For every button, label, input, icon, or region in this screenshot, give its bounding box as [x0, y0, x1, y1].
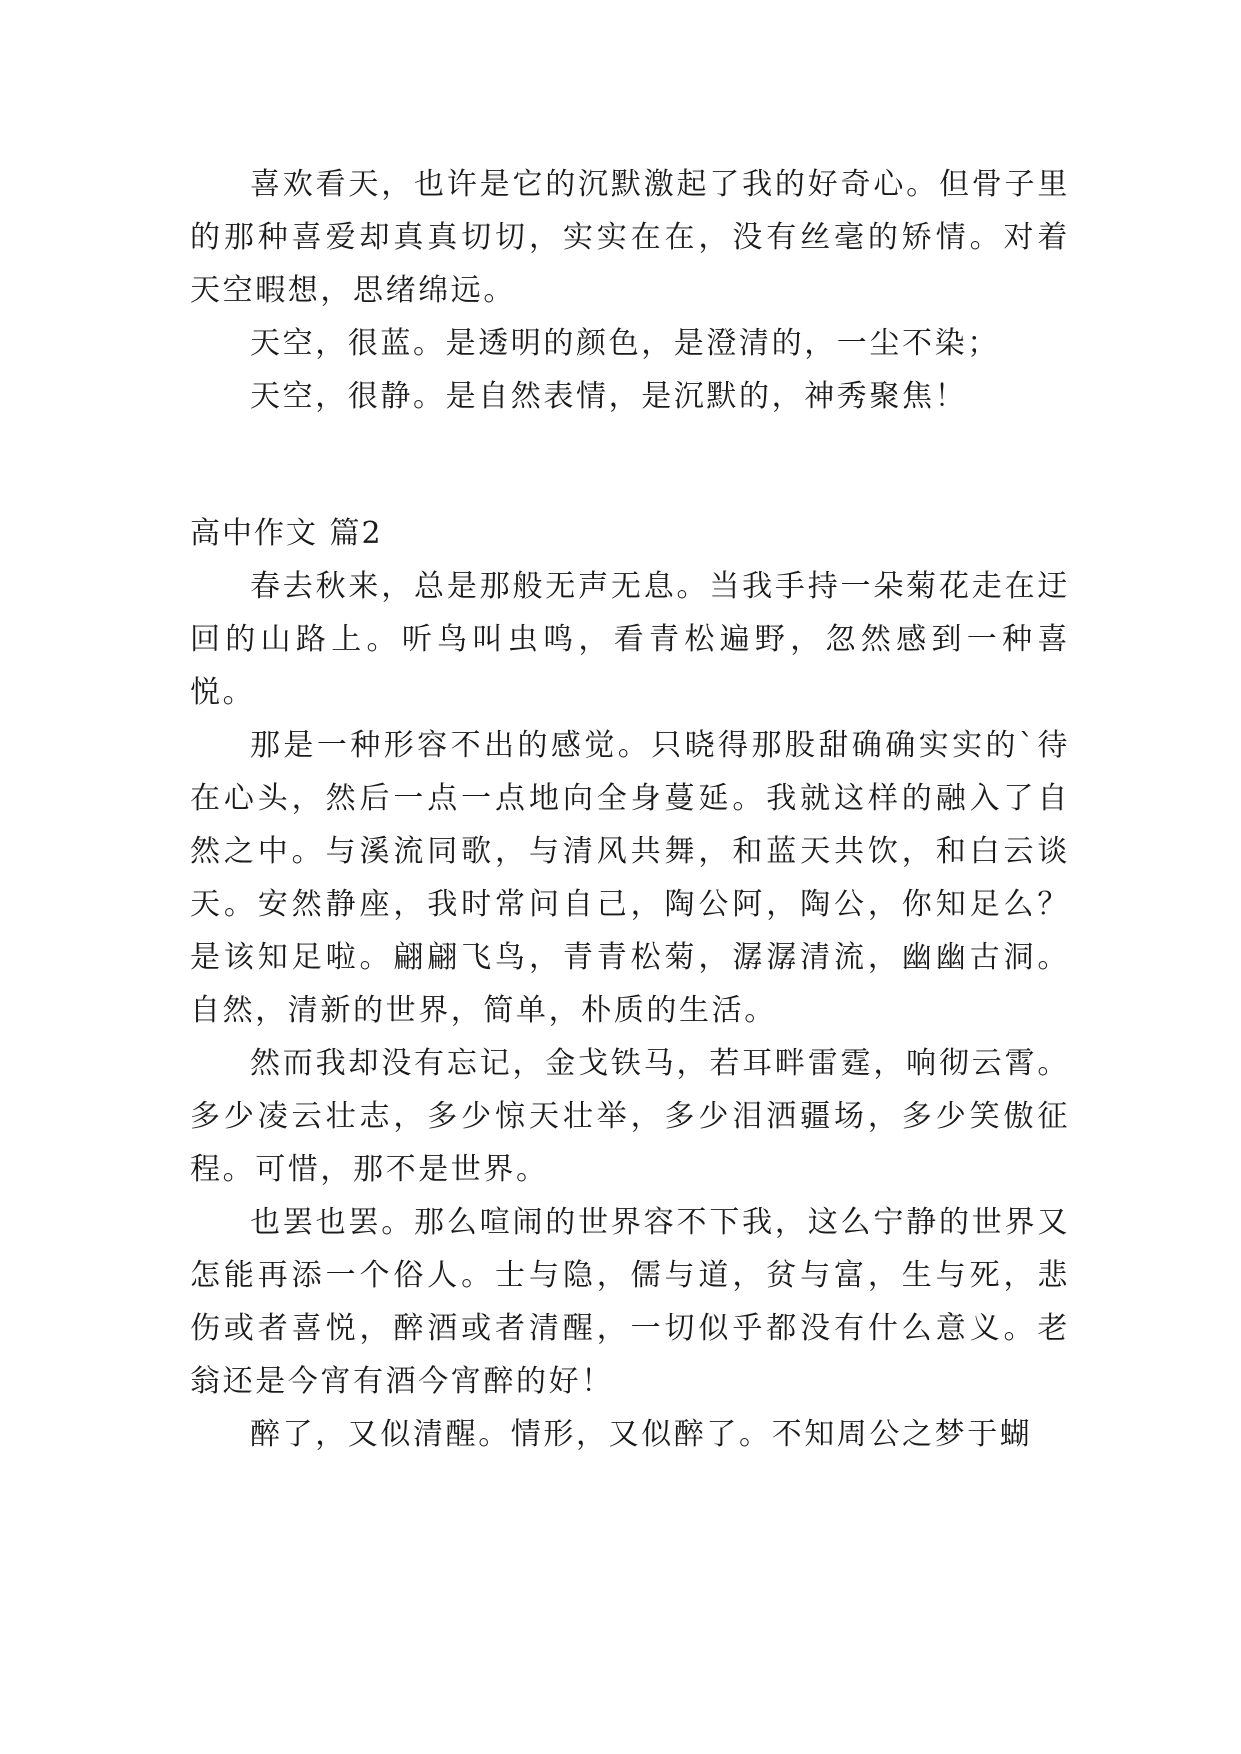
paragraph: 春去秋来，总是那般无声无息。当我手持一朵菊花走在迂回的山路上。听鸟叫虫鸣，看青松遍野，忽然感到一种喜悦。: [190, 569, 1070, 710]
paragraph: 那是一种形容不出的感觉。只晓得那股甜确确实实的`待在心头，然后一点一点地向全身蔓延。我就这样的融入了自然之中。与溪流同歌，与清风共舞，和蓝天共饮，和白云谈天。安然静座，我时常问自己，陶公阿，陶公，你知足么？是该知足啦。翩翩飞鸟，青青松菊，潺潺清流，幽幽古洞。自然，清新的世界，简单，朴质的生活。: [190, 728, 1070, 1028]
intro-text: [190, 158, 1070, 423]
paragraph: 然而我却没有忘记，金戈铁马，若耳畔雷霆，响彻云霄。多少凌云壮志，多少惊天壮举，多少泪洒疆场，多少笑傲征程。可惜，那不是世界。: [190, 1046, 1070, 1187]
paragraph: 醉了，又似清醒。情形，又似醉了。不知周公之梦于蝴: [250, 1417, 1033, 1452]
paragraph: 天空，很静。是自然表情，是沉默的，神秀聚焦！: [250, 379, 968, 414]
paragraph: 喜欢看天，也许是它的沉默激起了我的好奇心。但骨子里的那种喜爱却真真切切，实实在在，没有丝毫的矫情。对着天空暇想，思绪绵远。: [190, 167, 1070, 308]
paragraph: 天空，很蓝。是透明的颜色，是澄清的，一尘不染；: [250, 326, 1000, 361]
section-heading: 高中作文 篇2: [190, 516, 383, 551]
section-text: [190, 560, 1070, 1461]
paragraph: 也罢也罢。那么喧闹的世界容不下我，这么宁静的世界又怎能再添一个俗人。士与隐，儒与道，贫与富，生与死，悲伤或者喜悦，醉酒或者清醒，一切似乎都没有什么意义。老翁还是今宵有酒今宵醉的好！: [190, 1205, 1070, 1399]
